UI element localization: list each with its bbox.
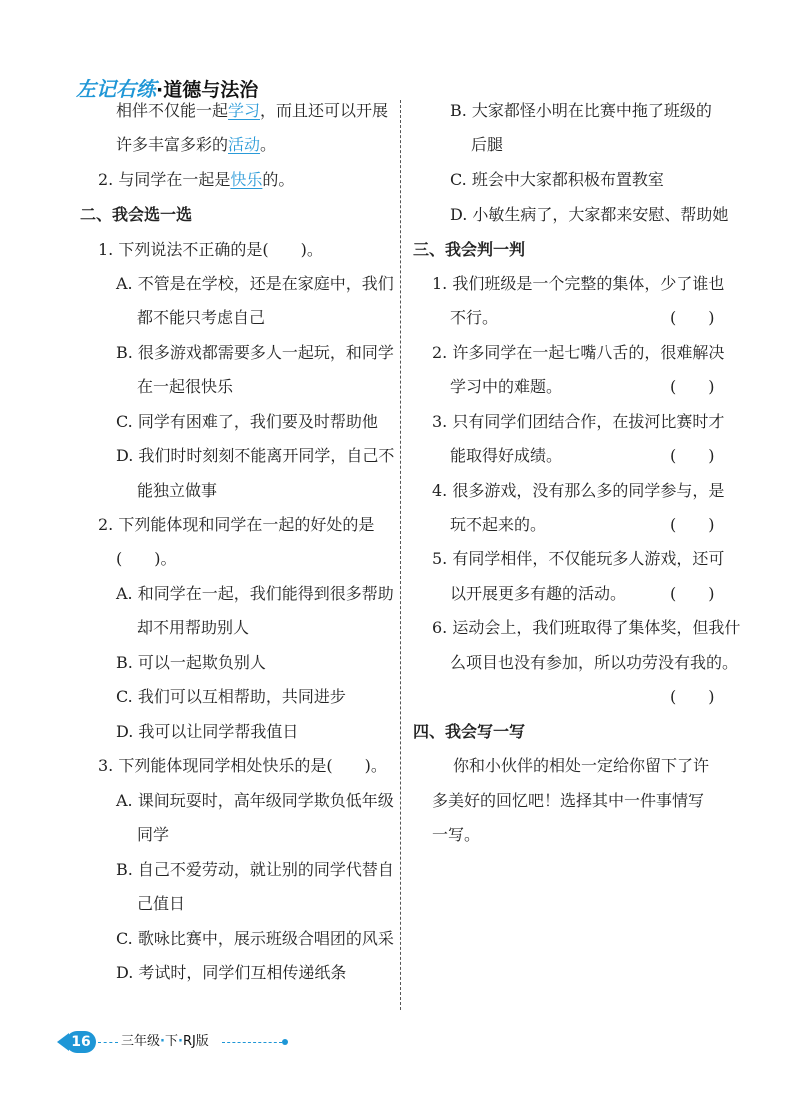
answer-3: 快乐 — [230, 170, 263, 189]
q3-option-b-cont: 己值日 — [137, 894, 186, 913]
footer-dash-right — [222, 1042, 282, 1043]
brand-separator: · — [156, 79, 164, 101]
judge-item-4: 4. 很多游戏，没有那么多的同学参与，是 — [432, 481, 725, 500]
q2-option-b: B. 可以一起欺负别人 — [116, 653, 266, 672]
q3-option-b-right: B. 大家都怪小明在比赛中拖了班级的 — [450, 101, 712, 120]
q1-option-d: D. 我们时时刻刻不能离开同学，自己不 — [116, 446, 395, 465]
judge-item-5: 5. 有同学相伴，不仅能玩多人游戏，还可 — [432, 549, 725, 568]
q1-option-a-cont: 都不能只考虑自己 — [137, 308, 266, 327]
q2-option-c: C. 我们可以互相帮助，共同进步 — [116, 687, 346, 706]
footer-dash-left — [98, 1042, 118, 1043]
judge-item-1: 1. 我们班级是一个完整的集体，少了谁也 — [432, 274, 725, 293]
q3-stem: 3. 下列能体现同学相处快乐的是( )。 — [98, 756, 387, 775]
brand-left: 左记右练 — [76, 77, 156, 101]
judge-item-4-cont: 玩不起来的。 — [450, 515, 547, 534]
footer-end-dot — [282, 1039, 288, 1045]
judge-blank-2[interactable]: ( ) — [670, 377, 715, 396]
q3-option-a-cont: 同学 — [137, 825, 170, 844]
fill-line-2: 许多丰富多彩的活动。 — [116, 135, 277, 154]
column-divider — [400, 100, 401, 1010]
section3-title: 三、我会判一判 — [413, 240, 526, 259]
q3-option-b-right-cont: 后腿 — [471, 135, 504, 154]
q2-option-d: D. 我可以让同学帮我值日 — [116, 722, 299, 741]
q3-option-c-right: C. 班会中大家都积极布置教室 — [450, 170, 664, 189]
q1-option-b-cont: 在一起很快乐 — [137, 377, 234, 396]
section4-para-3: 一写。 — [432, 825, 481, 844]
q1-option-d-cont: 能独立做事 — [137, 481, 218, 500]
q1-option-b: B. 很多游戏都需要多人一起玩，和同学 — [116, 343, 394, 362]
brand-right: 道德与法治 — [163, 79, 259, 101]
judge-item-2-cont: 学习中的难题。 — [450, 377, 563, 396]
judge-item-1-cont: 不行。 — [450, 308, 499, 327]
judge-blank-3[interactable]: ( ) — [670, 446, 715, 465]
footer-grade-label: 三年级·下·RJ版 — [121, 1034, 209, 1049]
q3-option-a: A. 课间玩耍时，高年级同学欺负低年级 — [116, 791, 394, 810]
section4-para-1: 你和小伙伴的相处一定给你留下了许 — [453, 756, 710, 775]
answer-2: 活动 — [228, 135, 261, 154]
section4-title: 四、我会写一写 — [413, 722, 526, 741]
judge-item-6: 6. 运动会上，我们班取得了集体奖，但我什 — [432, 618, 741, 637]
q1-stem: 1. 下列说法不正确的是( )。 — [98, 240, 323, 259]
fill-item-2: 2. 与同学在一起是快乐的。 — [98, 170, 295, 189]
header-brand — [76, 73, 258, 102]
q3-option-d-right: D. 小敏生病了，大家都来安慰、帮助她 — [450, 205, 729, 224]
judge-item-3: 3. 只有同学们团结合作，在拔河比赛时才 — [432, 412, 725, 431]
judge-blank-1[interactable]: ( ) — [670, 308, 715, 327]
fill-line-1: 相伴不仅能一起学习，而且还可以开展 — [116, 101, 389, 120]
judge-item-5-cont: 以开展更多有趣的活动。 — [450, 584, 627, 603]
q3-option-d: D. 考试时，同学们互相传递纸条 — [116, 963, 347, 982]
judge-item-2: 2. 许多同学在一起七嘴八舌的，很难解决 — [432, 343, 725, 362]
q3-option-c: C. 歌咏比赛中，展示班级合唱团的风采 — [116, 929, 394, 948]
judge-blank-5[interactable]: ( ) — [670, 584, 715, 603]
judge-blank-6[interactable]: ( ) — [670, 687, 715, 706]
q1-option-a: A. 不管是在学校，还是在家庭中，我们 — [116, 274, 394, 293]
judge-item-6-cont: 么项目也没有参加，所以功劳没有我的。 — [450, 653, 739, 672]
q2-option-a: A. 和同学在一起，我们能得到很多帮助 — [116, 584, 394, 603]
answer-1: 学习 — [228, 101, 261, 120]
q3-option-b: B. 自己不爱劳动，就让别的同学代替自 — [116, 860, 394, 879]
q2-option-a-cont: 却不用帮助别人 — [137, 618, 250, 637]
q2-stem-cont: ( )。 — [116, 549, 177, 568]
judge-item-3-cont: 能取得好成绩。 — [450, 446, 563, 465]
q1-option-c: C. 同学有困难了，我们要及时帮助他 — [116, 412, 378, 431]
section4-para-2: 多美好的回忆吧！选择其中一件事情写 — [432, 791, 705, 810]
judge-blank-4[interactable]: ( ) — [670, 515, 715, 534]
section2-title: 二、我会选一选 — [80, 205, 193, 224]
page-number: 16 — [66, 1031, 96, 1053]
q2-stem: 2. 下列能体现和同学在一起的好处的是 — [98, 515, 375, 534]
